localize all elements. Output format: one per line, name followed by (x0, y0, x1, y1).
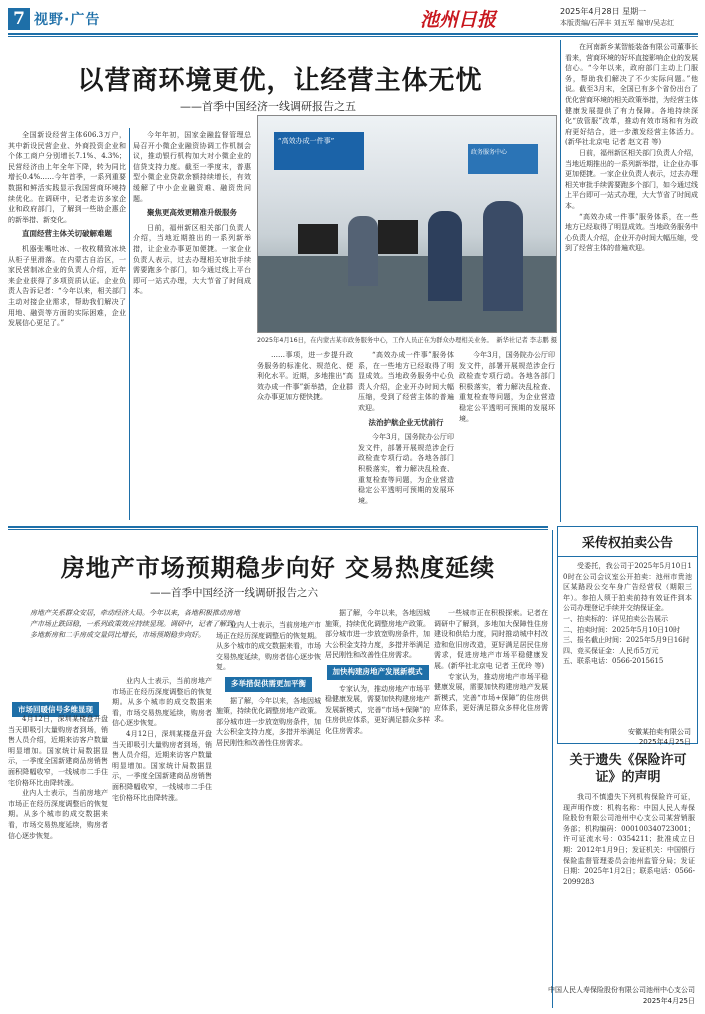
article2-column-3 (216, 620, 321, 1010)
article2-tag-3: 加快构建房地产发展新模式 (327, 665, 429, 680)
article2-col1-text-cont: 业内人士表示，当前房地产市场正在经历深度调整后的恢复期。从多个城市的成交数据来看，市场交易热度延续，购房者信心逐步恢复。 (8, 789, 108, 840)
section-title: 视野·广告 (34, 12, 101, 28)
article1-column-3 (257, 350, 353, 522)
article1-col4b-body: 今年3月，国务院办公厅印发文件，部署开展规范涉企行政检查专项行动。各地各部门积极落实，着力解决乱检查、重复检查等问题，为企业营造稳定公平透明可预期的发展环境。 (459, 351, 555, 423)
loss-notice-body (563, 792, 695, 982)
photo-caption-text: 2025年4月16日，在内蒙古某市政务服务中心，工作人员正在为群众办理相关业务。 (257, 337, 493, 344)
article2-summary: 房地产关系群众安居，牵动经济大局。今年以来，各地积极推动房地产市场止跌回稳，一系列政策效应持续显现。调研中，记者了解到，多地新房和二手房成交量同比增长，市场预期稳步向好。 (30, 609, 240, 639)
auction-notice-body (558, 557, 697, 727)
photo-person (348, 216, 378, 286)
column-rule (560, 40, 561, 522)
auction-item: 二、拍卖时间：2025年5月10日10时 (563, 625, 681, 634)
article1-col1-heading: 直面经营主体关切破解难题 (22, 229, 112, 239)
article1-photo (257, 115, 557, 333)
article1-col2-heading: 聚焦更高效更精准升级服务 (147, 208, 237, 218)
editor-credits: 本版责编/石萍丰 刘五军 编审/吴志红 (560, 19, 675, 27)
article2-tag-1: 市场回暖信号多维显现 (12, 702, 99, 717)
loss-notice-text: 我司不慎遗失下列机构保险许可证，现声明作废：机构名称：中国人民人寿保险股份有限公司池州中心支公司某营销服务部；机构编码：000100340723001；许可证流水号：0354211；批准成立日期：2012年1月9日；发证机关：中国银行保险监督管理委员会池州监管分局；发证日期：2025年1月2日；联系电话：0566-2099283 (563, 793, 695, 886)
photo-caption (257, 336, 557, 345)
photo-credit: 新华社记者 李志鹏 摄 (496, 337, 557, 344)
article2-col4-intro: 据了解，今年以来，各地因城施策，持续优化调整房地产政策。部分城市进一步放宽购房条件，加大公积金支持力度，多措并举满足居民刚性和改善性住房需求。 (325, 609, 430, 660)
article2-col2-text-cont: 4月12日，深圳某楼盘开盘当天即吸引大量购房者到场，销售人员介绍，近期来访客户数量明显增加。国家统计局数据显示，一季度全国新建商品房销售面积降幅收窄，一线城市二手住宅价格环比由降转涨。 (112, 729, 212, 802)
auction-notice (557, 526, 698, 744)
auction-item: 三、报名截止时间：2025年5月9日16时 (563, 636, 690, 645)
article2-col5-text-cont: 专家认为，推动房地产市场平稳健康发展，需要加快构建房地产发展新模式，完善“市场+保障”的住房供应体系，更好满足群众多样化住房需求。 (434, 672, 548, 723)
photo-sign-text: “高效办成一件事” (278, 137, 335, 145)
section-divider-thin (8, 529, 548, 530)
article2-subhead: ——首季中国经济一线调研报告之六 (150, 587, 318, 599)
column-rule (129, 128, 130, 520)
photo-person (483, 201, 523, 311)
auction-notice-company: 安徽某拍卖有限公司 (628, 728, 691, 736)
masthead-rule-thin (8, 36, 698, 37)
article1-column-2 (133, 130, 251, 522)
article2-col3-text: 据了解，今年以来，各地因城施策，持续优化调整房地产政策。部分城市进一步放宽购房条件，加大公积金支持力度，多措并举满足居民刚性和改善性住房需求。 (216, 696, 321, 747)
photo-sign-blue-2 (468, 144, 538, 174)
auction-item: 五、联系电话：0566-2015615 (563, 657, 664, 666)
article1-subhead: ——首季中国经济一线调研报告之五 (180, 100, 356, 113)
article1-col5-text: 在河南新乡某智能装备有限公司董事长看来，营商环境的好坏直接影响企业的发展信心。“今年以来，政府部门主动上门服务，帮助我们解决了不少实际问题。”他说。截至3月末，全国已有多个省份出台了优化营商环境的相关政策举措，为经营主体健康发展提供了有力保障。各地持续深化“放管服”改革，推动有效市场和有为政府更好结合，进一步激发经营主体活力。(新华社北京电 记者 赵文君 等) (565, 43, 698, 147)
article1-headline: 以营商环境更优，让经营主体无忧 (77, 66, 483, 96)
auction-notice-date: 2025年4月25日 (638, 738, 691, 746)
article2-col2-text: 业内人士表示，当前房地产市场正在经历深度调整后的恢复期。从多个城市的成交数据来看，市场交易热度延续，购房者信心逐步恢复。 (112, 677, 212, 728)
auction-notice-title: 采传权拍卖公告 (558, 527, 697, 557)
article2-column-4 (325, 608, 430, 1010)
article1-col1-text: 全国新设经营主体606.3万户，其中新设民营企业、外商投资企业和个体工商户分别增长7.1%、4.3%；民营经济由上年全年下降，转为同比增长0.4%……今年首季，一系列重要数据和鲜活实践显示我国营商环境持续优化。在调研中，记者走访多家企业和政府部门，了解到一些助企惠企的新举措、新变化。 (8, 131, 126, 224)
section-divider (8, 526, 548, 528)
page-number: 7 (8, 8, 30, 30)
article1-col4-heading: 法治护航企业无忧前行 (368, 417, 444, 427)
article2-col3-intro: 业内人士表示，当前房地产市场正在经历深度调整后的恢复期。从多个城市的成交数据来看，市场交易热度延续，购房者信心逐步恢复。 (216, 621, 321, 672)
issue-date: 2025年4月28日 星期一 (560, 7, 647, 16)
article1-col1-body: 机器张嘴吐冰、一枚枚精致冰块从柜子里滑落。在内蒙古自治区，一家民营制冰企业的负责人介绍，近年来企业获得了多项资质认证。企业负责人告诉记者：“今年以来，相关部门主动对接企业需求，帮助我们解决了用地、融资等方面的实际困难，企业发展信心更足了。” (8, 244, 126, 328)
article2-column-2 (112, 676, 212, 1010)
photo-person (428, 211, 462, 301)
auction-item: 一、拍卖标的：详见拍卖公告展示 (563, 614, 668, 623)
article2-tag-2-wrap (216, 677, 321, 692)
article1-column-4 (358, 350, 454, 522)
photo-monitor (298, 224, 338, 254)
article2-col5-text: 一些城市正在积极探索。记者在调研中了解到，多地加大保障性住房建设和供给力度，同时推动城中村改造和危旧房改造，更好满足居民住房需求，促进房地产市场平稳健康发展。(新华社北京电 记者 王优玲 等) (434, 609, 548, 670)
article1-col5-text-cont: 日前，福州新区相关部门负责人介绍，当地近期推出的一系列新举措，让企业办事更加便捷。一家企业负责人表示，过去办理相关审批手续需要跑多个部门，如今通过线上平台即可一站式办理，大大节省了时间成本。 (565, 148, 698, 210)
article2-column-5 (434, 608, 548, 1010)
loss-notice-company: 中国人民人寿保险股份有限公司池州中心支公司 (548, 986, 695, 994)
photo-sign-blue (274, 132, 364, 170)
article1-col2-text: 今年年初，国家金融监督管理总局召开小微企业融资协调工作机制会议，推动银行机构加大对小微企业的信贷支持力度。截至一季度末，普惠型小微企业贷款余额持续增长，有效缓解了中小企业融资难、融资贵问题。 (133, 131, 251, 203)
masthead-rule (8, 33, 698, 35)
article1-column-5 (565, 42, 698, 522)
article1-col4-body: 今年3月，国务院办公厅印发文件，部署开展规范涉企行政检查专项行动。各地各部门积极落实，着力解决乱检查、重复检查等问题，为企业营造稳定公平透明可预期的发展环境。 (358, 433, 454, 505)
article2-col1-text: 4月12日，深圳某楼盘开盘当天即吸引大量购房者到场，销售人员介绍，近期来访客户数量明显增加。国家统计局数据显示，一季度全国新建商品房销售面积降幅收窄，一线城市二手住宅价格环比由降转涨。 (8, 715, 108, 787)
article2-tag-2: 多举措促供需更加平衡 (225, 677, 312, 692)
article1-col3-text: ……事项，进一步提升政务服务的标准化、规范化、便利化水平。近期，多地推出“高效办成一件事”新举措，企业群众办事更加方便快捷。 (257, 351, 353, 402)
article2-headline: 房地产市场预期稳步向好 交易热度延续 (60, 553, 496, 582)
auction-item: 四、竞买保证金：人民币5万元 (563, 646, 659, 655)
article1-col5-text-cont2: “高效办成一件事”服务体系，在一些地方已经取得了明显成效。当地政务服务中心负责人介绍，企业开办时间大幅压缩，受到了经营主体的普遍欢迎。 (565, 212, 698, 253)
column-rule (552, 530, 553, 1008)
loss-notice-date: 2025年4月25日 (642, 997, 695, 1005)
article2-tag-3-wrap (325, 665, 430, 680)
article1-column-1 (8, 130, 126, 522)
article1-column-4b (459, 350, 555, 522)
article2-column-1 (8, 714, 108, 1010)
auction-notice-text: 受委托，我公司于2025年5月10日10时在公司会议室公开拍卖：池州市贵池区某路段公交车身广告经营权（期限三年）。参拍人须于拍卖前持有效证件到本公司办理登记手续并交纳保证金。 (563, 562, 692, 613)
article1-col2-body: 日前，福州新区相关部门负责人介绍，当地近期推出的一系列新举措，让企业办事更加便捷。一家企业负责人表示，过去办理相关审批手续需要跑多个部门，如今通过线上平台即可一站式办理，大大节省了时间成本。 (133, 223, 251, 296)
loss-notice-title: 关于遗失《保险许可证》的声明 (569, 753, 687, 785)
photo-sign-text-2: 政务服务中心 (471, 149, 508, 156)
article1-col4-text: “高效办成一件事”服务体系，在一些地方已经取得了明显成效。当地政务服务中心负责人介绍，企业开办时间大幅压缩，受到了经营主体的普遍欢迎。 (358, 351, 454, 412)
article2-col4-text: 专家认为，推动房地产市场平稳健康发展，需要加快构建房地产发展新模式，完善“市场+保障”的住房供应体系，更好满足群众多样化住房需求。 (325, 684, 430, 735)
newspaper-logo: 池州日报 (420, 9, 497, 31)
photo-monitor (378, 220, 418, 254)
